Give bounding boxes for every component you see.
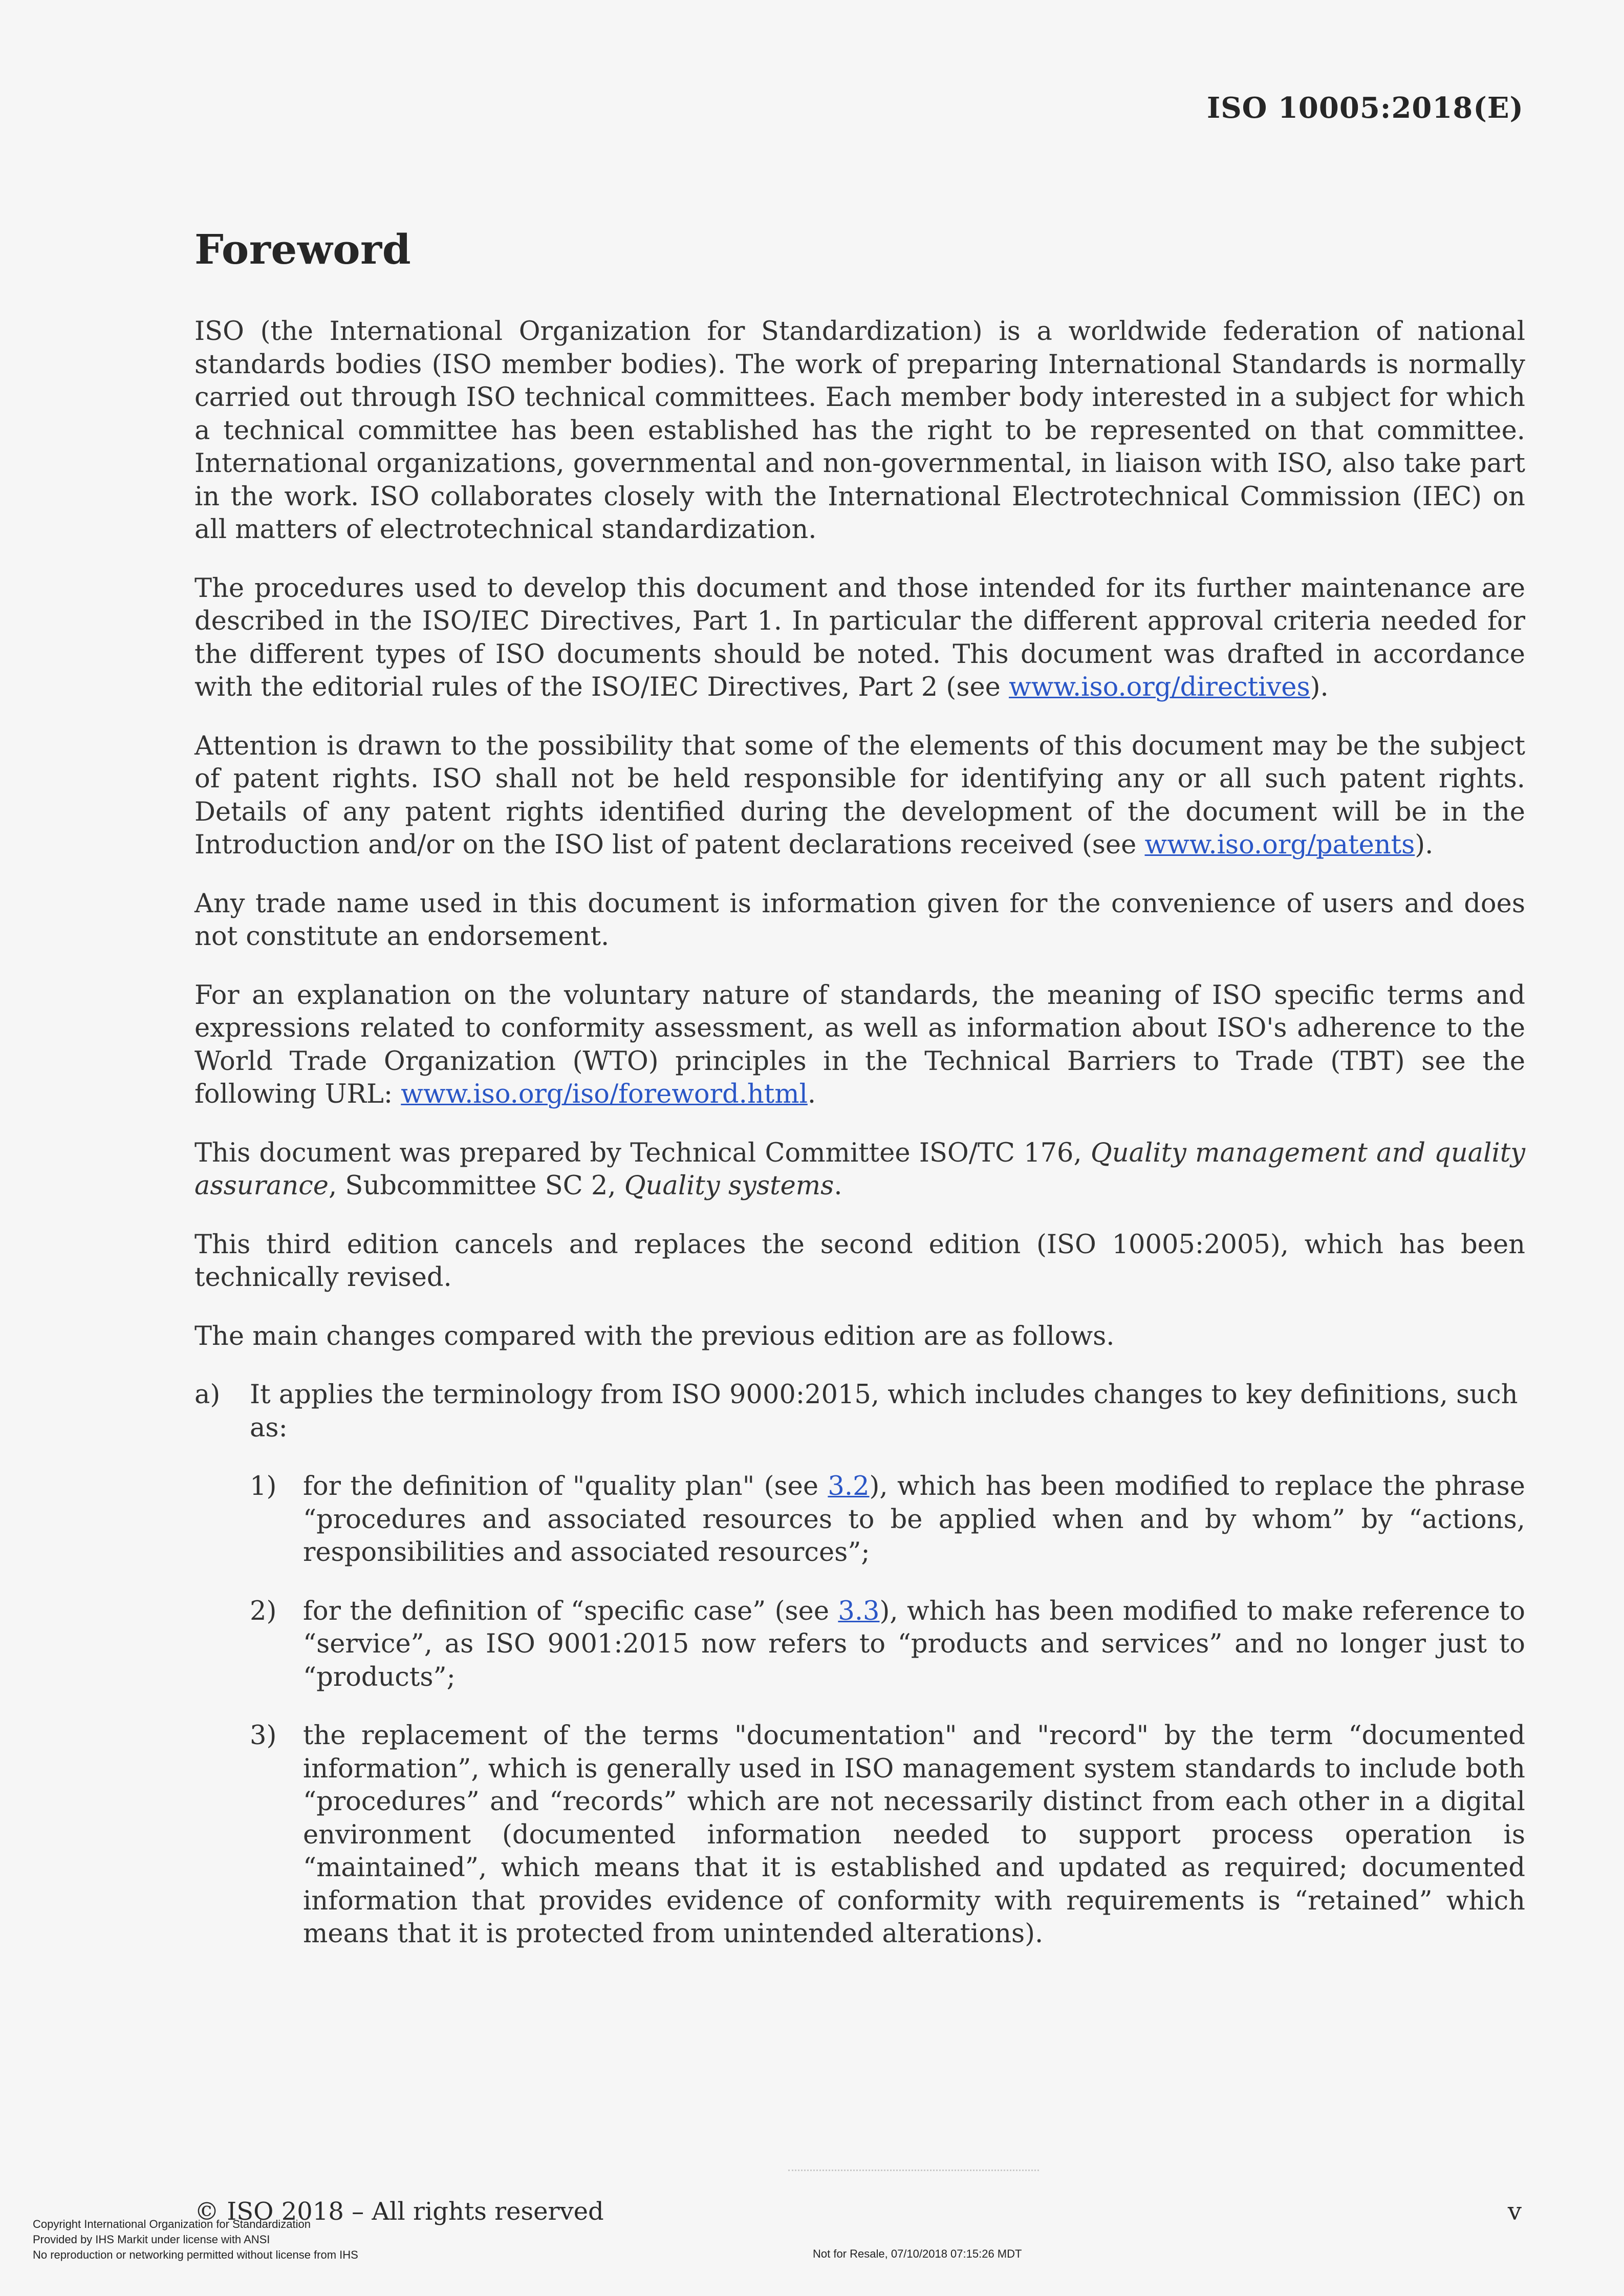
license-notice xyxy=(33,2217,358,2263)
paragraph-text: , Subcommittee SC 2, xyxy=(328,1171,624,1201)
list-item-text-part: for the definition of "quality plan" (see xyxy=(303,1471,828,1501)
paragraph-edition: This third edition cancels and replaces the second edition (ISO 10005:2005), which has been technically revised. xyxy=(194,1229,1525,1293)
paragraph-text: This document was prepared by Technical Committee ISO/TC 176, xyxy=(194,1138,1091,1168)
list-marker: a) xyxy=(194,1380,221,1410)
page-title: Foreword xyxy=(194,225,412,273)
paragraph-procedures xyxy=(194,572,1525,704)
paragraph-text: . xyxy=(834,1171,842,1201)
list-item-text-part: ), which has been modified to make reference to “service”, as ISO 9001:2015 now refers to “products and services” and no longer just to “products”; xyxy=(303,1596,1525,1692)
document-id: ISO 10005:2018(E) xyxy=(1207,91,1524,125)
resale-notice: Not for Resale, 07/10/2018 07:15:26 MDT xyxy=(813,2247,1022,2260)
license-line: Provided by IHS Markit under license with ANSI xyxy=(33,2233,270,2246)
subcommittee-name: Quality systems xyxy=(624,1171,834,1201)
list-item-a xyxy=(194,1379,1525,1445)
list-item-2 xyxy=(194,1595,1525,1694)
license-line: No reproduction or networking permitted without license from IHS xyxy=(33,2248,358,2261)
list-item-3 xyxy=(194,1720,1525,1951)
clause-link-3-3[interactable]: 3.3 xyxy=(838,1596,880,1626)
paragraph-text: The procedures used to develop this document and those intended for its further maintenance are described in the ISO/IEC Directives, Part 1. In particular the different approval criteria needed for the different types of ISO documents should be noted. This document was drafted in accordance with the editorial rules of the ISO/IEC Directives, Part 2 (see xyxy=(194,573,1525,702)
list-item-text: It applies the terminology from ISO 9000:2015, which includes changes to key definitions, such as: xyxy=(250,1380,1518,1443)
list-item-text: the replacement of the terms "documentation" and "record" by the term “documented information”, which is generally used in ISO management system standards to include both “procedures” and “records” which are not necessarily distinct from each other in a digital environment (documented information needed to support process operation is “maintained”, which means that it is established and updated as required; documented information that provides evidence of conformity with requirements is “retained” which means that it is protected from unintended alterations). xyxy=(303,1721,1525,1949)
clause-link-3-2[interactable]: 3.2 xyxy=(828,1471,870,1501)
list-marker: 1) xyxy=(250,1471,277,1501)
paragraph-text: . xyxy=(807,1079,816,1109)
paragraph-text: For an explanation on the voluntary nature of standards, the meaning of ISO specific terms and expressions related to conformity assessment, as well as information about ISO's adherence to the World Trade Organization (WTO) principles in the Technical Barriers to Trade (TBT) see the following URL: xyxy=(194,980,1525,1109)
list-item-text xyxy=(303,1470,1525,1570)
list-item-text-part: for the definition of “specific case” (see xyxy=(303,1596,838,1626)
patents-link[interactable]: www.iso.org/patents xyxy=(1144,830,1415,860)
scan-artifact-divider xyxy=(788,2170,1039,2171)
paragraph-text: ). xyxy=(1310,672,1329,702)
paragraph-committee xyxy=(194,1137,1525,1203)
copyright-notice: © ISO 2018 – All rights reserved xyxy=(194,2197,604,2226)
list-marker: 3) xyxy=(250,1721,277,1751)
list-marker: 2) xyxy=(250,1596,277,1626)
paragraph-patents xyxy=(194,730,1525,862)
foreword-section xyxy=(194,225,1525,1977)
page-number: v xyxy=(1507,2197,1522,2226)
committee-name: Quality management and quality assurance xyxy=(194,1138,1526,1201)
directives-link[interactable]: www.iso.org/directives xyxy=(1009,672,1310,702)
list-item-1 xyxy=(194,1470,1525,1570)
foreword-link[interactable]: www.iso.org/iso/foreword.html xyxy=(401,1079,808,1109)
paragraph-iso-intro: ISO (the International Organization for Standardization) is a worldwide federation of national standards bodies (ISO member bodies). The work of preparing International Standards is normally carried out through ISO technical committees. Each member body interested in a subject for which a technical committee has been established has the right to be represented on that committee. International organizations, governmental and non-governmental, in liaison with ISO, also take part in the work. ISO collaborates closely with the International Electrotechnical Commission (IEC) on all matters of electrotechnical standardization. xyxy=(194,316,1525,545)
paragraph-text: ). xyxy=(1415,830,1434,860)
paragraph-text: Attention is drawn to the possibility that some of the elements of this document may be the subject of patent rights. ISO shall not be held responsible for identifying any or all such patent rights. Details of any patent rights identified during the development of the document will be in the Introduction and/or on the ISO list of patent declarations received (see xyxy=(194,731,1525,860)
list-item-text-part: ), which has been modified to replace the phrase “procedures and associated resources to be applied when and by whom” by “actions, responsibilities and associated resources”; xyxy=(303,1471,1525,1568)
list-item-text xyxy=(303,1595,1525,1694)
paragraph-trade-name: Any trade name used in this document is information given for the convenience of users and does not constitute an endorsement. xyxy=(194,888,1525,952)
paragraph-main-changes: The main changes compared with the previous edition are as follows. xyxy=(194,1321,1115,1351)
sublist xyxy=(194,1470,1525,1951)
license-line: Copyright International Organization for Standardization xyxy=(33,2218,311,2230)
paragraph-voluntary-nature xyxy=(194,979,1525,1111)
